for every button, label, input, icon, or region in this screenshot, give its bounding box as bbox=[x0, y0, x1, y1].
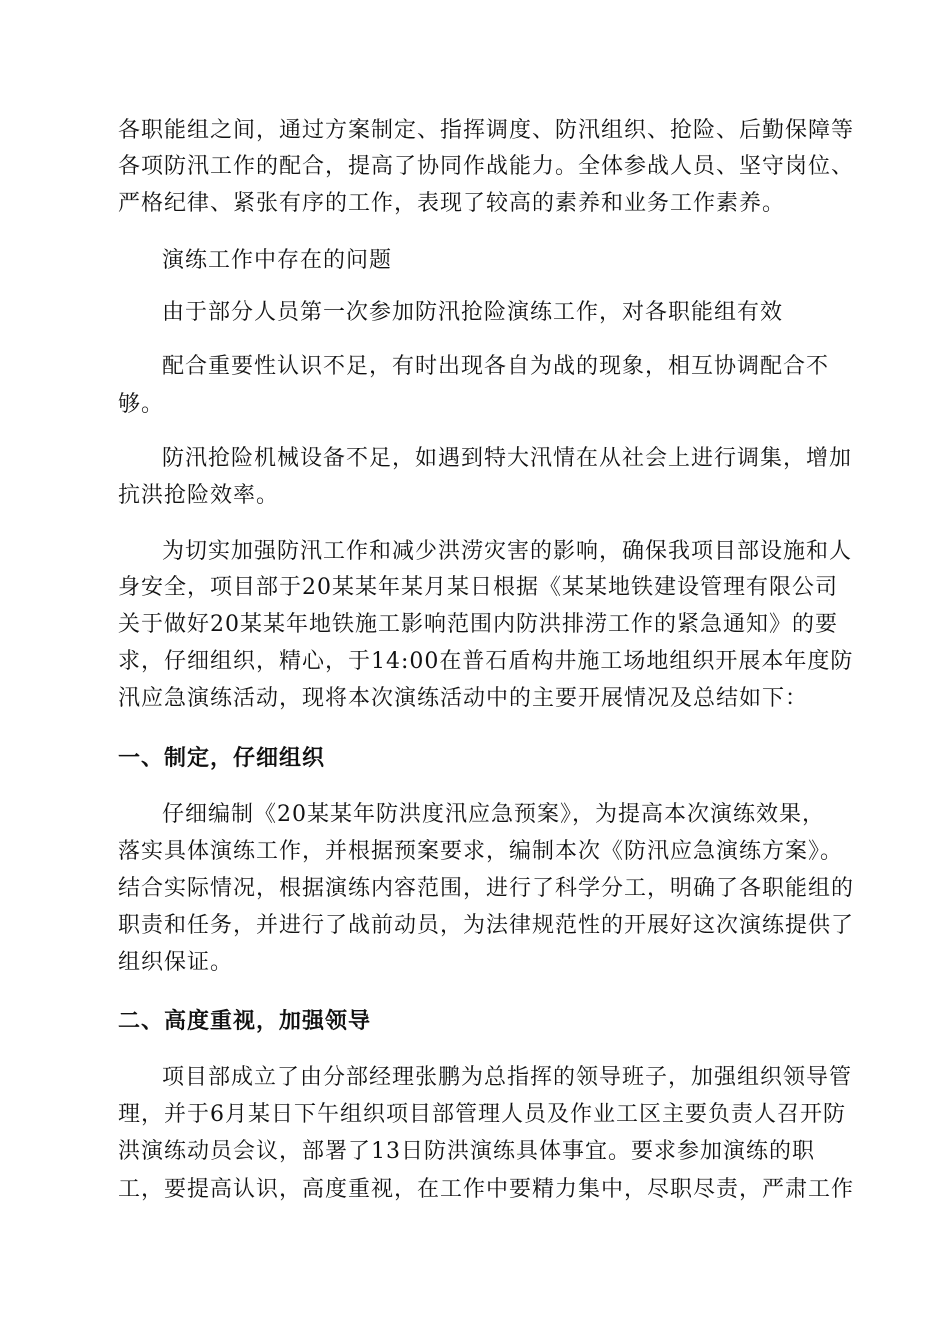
paragraph-line: 理，并于6月某日下午组织项目部管理人员及作业工区主要负责人召开防 bbox=[118, 1102, 846, 1127]
paragraph-line: 防汛抢险机械设备不足，如遇到特大汛情在从社会上进行调集，增加 bbox=[162, 446, 853, 471]
paragraph-line: 求，仔细组织，精心，于14:00在普石盾构井施工场地组织开展本年度防 bbox=[118, 649, 854, 674]
paragraph-line: 工，要提高认识，高度重视，在工作中要精力集中，尽职尽责，严肃工作 bbox=[118, 1177, 855, 1202]
paragraph-line: 严格纪律、紧张有序的工作，表现了较高的素养和业务工作素养。 bbox=[118, 191, 786, 216]
paragraph-line: 演练工作中存在的问题 bbox=[162, 248, 393, 273]
section-heading: 二、高度重视，加强领导 bbox=[118, 1009, 372, 1034]
paragraph-line: 关于做好20某某年地铁施工影响范围内防洪排涝工作的紧急通知》的要 bbox=[118, 612, 838, 637]
paragraph-line: 结合实际情况，根据演练内容范围，进行了科学分工，明确了各职能组的 bbox=[118, 876, 855, 901]
paragraph-line: 抗洪抢险效率。 bbox=[118, 483, 280, 508]
paragraph-line: 配合重要性认识不足，有时出现各自为战的现象，相互协调配合不 bbox=[162, 354, 830, 379]
paragraph-line: 仔细编制《20某某年防洪度汛应急预案》，为提高本次演练效果， bbox=[162, 802, 825, 827]
paragraph-line: 项目部成立了由分部经理张鹏为总指挥的领导班子，加强组织领导管 bbox=[162, 1065, 853, 1090]
paragraph-line: 洪演练动员会议，部署了13日防洪演练具体事宜。要求参加演练的职 bbox=[118, 1139, 815, 1164]
paragraph-line: 由于部分人员第一次参加防汛抢险演练工作，对各职能组有效 bbox=[162, 300, 784, 325]
section-heading: 一、制定，仔细组织 bbox=[118, 746, 326, 771]
paragraph-line: 各项防汛工作的配合，提高了协同作战能力。全体参战人员、坚守岗位、 bbox=[118, 154, 855, 179]
paragraph-line: 够。 bbox=[118, 392, 165, 417]
paragraph-line: 组织保证。 bbox=[118, 950, 234, 975]
paragraph-line: 身安全，项目部于20某某年某月某日根据《某某地铁建设管理有限公司 bbox=[118, 575, 838, 600]
paragraph-line: 汛应急演练活动，现将本次演练活动中的主要开展情况及总结如下： bbox=[118, 686, 809, 711]
paragraph-line: 落实具体演练工作，并根据预案要求，编制本次《防汛应急演练方案》。 bbox=[118, 839, 844, 864]
paragraph-line: 职责和任务，并进行了战前动员，为法律规范性的开展好这次演练提供了 bbox=[118, 913, 855, 938]
paragraph-line: 为切实加强防汛工作和减少洪涝灾害的影响，确保我项目部设施和人 bbox=[162, 539, 853, 564]
paragraph-line: 各职能组之间，通过方案制定、指挥调度、防汛组织、抢险、后勤保障等 bbox=[118, 118, 855, 143]
